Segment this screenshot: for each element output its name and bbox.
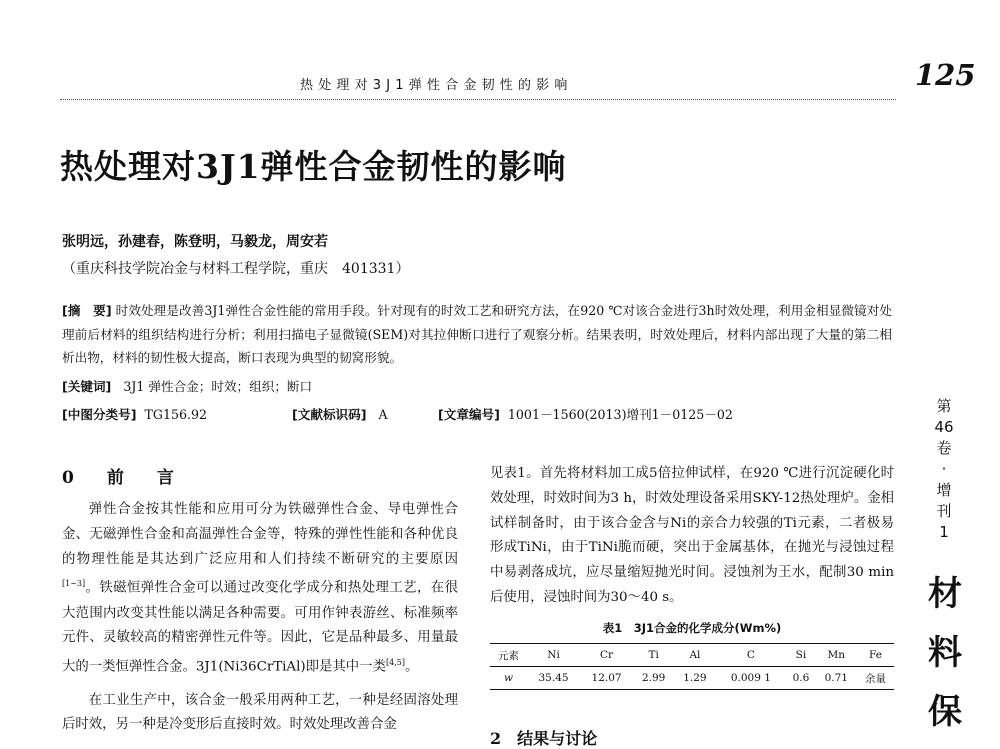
paragraph <box>62 498 458 681</box>
citation: [1~3] <box>62 579 86 589</box>
running-header: 热处理对3J1弹性合金韧性的影响 <box>300 78 573 93</box>
table-header-cell: Ti <box>648 649 659 661</box>
table-header-cell: Ni <box>547 649 560 661</box>
table-header-cell: Al <box>689 649 701 661</box>
doccode-label: [文献标识码] <box>292 407 367 422</box>
clc-label: [中图分类号] <box>62 407 137 422</box>
left-column <box>62 498 458 738</box>
table-cell: 12.07 <box>591 672 622 684</box>
paragraph: 见表1。首先将材料加工成5倍拉伸试样，在920 ℃进行沉淀硬化时效处理，时效时间为3 h，时效处理设备采用SKY-12热处理炉。金相试样制备时，由于该合金含与Ni的亲合力较强的Ti元素，二者极易形成TiNi，由于TiNi脆而硬，突出于金属基体，在抛光与浸蚀过程中易剥落成坑，应尽量缩短抛光时间。浸蚀剂为王水，配制30 min后使用，浸蚀时间为30～40 s。 <box>490 466 894 605</box>
table-cell: 1.29 <box>683 672 707 684</box>
brand-char: 保 <box>928 692 962 732</box>
vertical-char: 增 <box>936 481 952 499</box>
paragraph-text: 。 <box>404 659 419 675</box>
vertical-char: 第 <box>936 397 952 415</box>
citation: [4,5] <box>385 658 405 668</box>
header-divider <box>60 99 896 100</box>
keywords-label: [关键词] <box>62 379 112 394</box>
clc-value: TG156.92 <box>144 407 208 422</box>
vertical-char: 46 <box>934 418 954 436</box>
table-header-cell: Fe <box>869 649 882 661</box>
doccode-field <box>292 404 388 423</box>
paragraph-text: 。铁磁恒弹性合金可以通过改变化学成分和热处理工艺，在很大范围内改变其性能以满足各种需要。可用作钟表游丝、标准频率元件、灵敏较高的精密弹性元件等。因此，它是品种最多、用量最大的一类恒弹性合金。3J1(Ni36CrTiAl)即是其中一类 <box>62 580 458 675</box>
composition-table <box>490 643 894 690</box>
section-heading-results: 2 结果与讨论 <box>490 729 598 748</box>
paragraph-text: 弹性合金按其性能和应用可分为铁磁弹性合金、导电弹性合金、无磁弹性合金和高温弹性合金等，特殊的弹性性能和各种优良的物理性能是其达到广泛应用和人们持续不断研究的主要原因 <box>62 502 458 567</box>
keywords-line <box>62 376 312 395</box>
table-header-cell: Si <box>795 649 807 661</box>
classification-line <box>62 404 207 423</box>
abstract-label: [摘 要] <box>62 303 112 318</box>
table-cell: 0.009 1 <box>730 672 771 684</box>
brand-char: 材 <box>928 574 962 614</box>
abstract-text: 时效处理是改善3J1弹性合金性能的常用手段。针对现有的时效工艺和研究方法，在920 ℃对该合金进行3h时效处理，利用金相显微镜对处理前后材料的组织结构进行分析；利用扫描电子显微镜(SEM)对其拉伸断口进行了观察分析。结果表明，时效处理后，材料内部出现了大量的第二相析出物，材料的韧性极大提高，断口表现为典型的韧窝形貌。 <box>62 303 892 365</box>
table-header-cell: C <box>746 649 755 661</box>
section-heading-introduction: 0 前 言 <box>62 468 182 488</box>
brand-char: 料 <box>928 633 962 673</box>
page-number: 125 <box>915 58 976 92</box>
table-row <box>490 667 894 690</box>
vertical-char: 刊 <box>936 502 952 520</box>
journal-name-vertical <box>924 565 966 742</box>
author-affiliation: （重庆科技学院冶金与材料工程学院，重庆 401331） <box>62 261 410 277</box>
table-header-cell: 元素 <box>498 649 520 662</box>
table-header-cell: Cr <box>600 649 614 661</box>
table-header-cell: Mn <box>827 649 846 661</box>
table-cell: 0.6 <box>792 672 810 684</box>
vertical-char: 卷 <box>936 439 952 457</box>
table-cell: 2.99 <box>641 672 666 684</box>
vertical-char: · <box>941 460 947 478</box>
vertical-char: 1 <box>939 523 949 541</box>
journal-volume-vertical <box>934 396 954 543</box>
author-list: 张明远，孙建春，陈登明，马毅龙，周安若 <box>62 234 328 250</box>
article-title: 热处理对3J1弹性合金韧性的影响 <box>60 147 567 186</box>
articleno-label: [文章编号] <box>438 407 500 422</box>
doccode-value: A <box>378 407 388 422</box>
table-cell: w <box>504 672 514 684</box>
right-column <box>490 462 894 611</box>
articleno-field <box>438 404 733 423</box>
table-cell: 35.45 <box>538 672 569 684</box>
table-cell: 余量 <box>864 672 886 685</box>
abstract <box>62 299 892 370</box>
table-cell: 0.71 <box>824 672 848 684</box>
table-header-row <box>490 644 894 667</box>
articleno-value: 1001－1560(2013)增刊1－0125－02 <box>507 407 733 422</box>
paragraph: 在工业生产中，该合金一般采用两种工艺，一种是经固溶处理后时效，另一种是冷变形后直接时效。时效处理改善合金 <box>62 692 458 733</box>
keywords-value: 3J1 弹性合金；时效；组织；断口 <box>123 379 313 394</box>
table-caption: 表1 3J1合金的化学成分(Wm%) <box>602 621 782 635</box>
